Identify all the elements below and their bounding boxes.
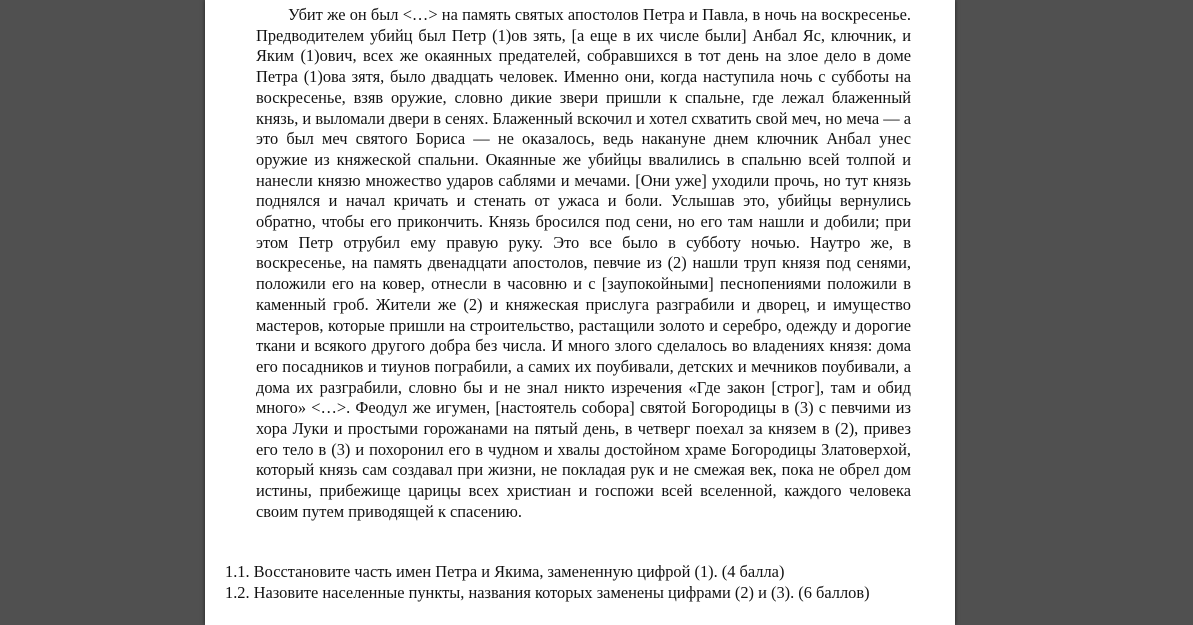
passage-paragraph: Убит же он был <…> на память святых апостолов Петра и Павла, в ночь на воскресенье. Предводителем убийц был Петр (1)ов зять, [а еще в их числе были] Анбал Яс, ключник, и Яким (1)ович, всех же окаянных предателей, собравшихся в тот день на злое дело в доме Петра (1)ова зятя, было двадцать человек. Именно они, когда наступила ночь с субботы на воскресенье, взяв оружие, словно дикие звери пришли к спальне, где лежал блаженный князь, и выломали двери в сенях. Блаженный вскочил и хотел схватить свой меч, но меча — а это был меч святого Бориса — не оказалось, ведь накануне днем ключник Анбал унес оружие из княжеской спальни. Окаянные же убийцы ввалились в спальню всей толпой и нанесли князю множество ударов саблями и мечами. [Они уже] уходили прочь, но тут князь поднялся и начал кричать и стенать от ужаса и боли. Услышав это, убийцы вернулись обратно, чтобы его прикончить. Князь бросился под сени, но его там нашли и добили; при этом Петр отрубил ему правую руку. Это все было в субботу ночью. Наутро же, в воскресенье, на память двенадцати апостолов, певчие из (2) нашли труп князя под сенями, положили его на ковер, отнесли в часовню и с [заупокойными] песнопениями положили в каменный гроб. Жители же (2) и княжеская прислуга разграбили и дворец, и имущество мастеров, которые пришли на строительство, растащили золото и серебро, одежду и дорогие ткани и всякого другого добра без числа. И много злого сделалось во владениях князя: дома его посадников и тиунов пограбили, а самих их поубивали, детских и мечников поубивали, а дома их разграбили, словно бы и не знал никто изречения «Где закон [строг], там и обид много» <…>. Феодул же игумен, [настоятель собора] святой Богородицы в (3) с певчими из хора Луки и простыми горожанами на пятый день, в четверг поехал за князем в (2), привез его тело в (3) и похоронил его в чудном и хвалы достойном храме Богородицы Златоверхой, который князь сам создавал при жизни, не покладая рук и не смежая век, пока не обрел дом истины, прибежище царицы всех христиан и госпожи всей вселенной, каждого человека своим путем приводящей к спасению. xyxy=(256,5,911,521)
document-page xyxy=(205,0,955,625)
questions-list xyxy=(225,562,913,603)
question-1-1: 1.1. Восстановите часть имен Петра и Якима, замененную цифрой (1). (4 балла) xyxy=(225,562,785,581)
question-1-2: 1.2. Назовите населенные пункты, названия которых заменены цифрами (2) и (3). (6 баллов) xyxy=(225,582,870,602)
